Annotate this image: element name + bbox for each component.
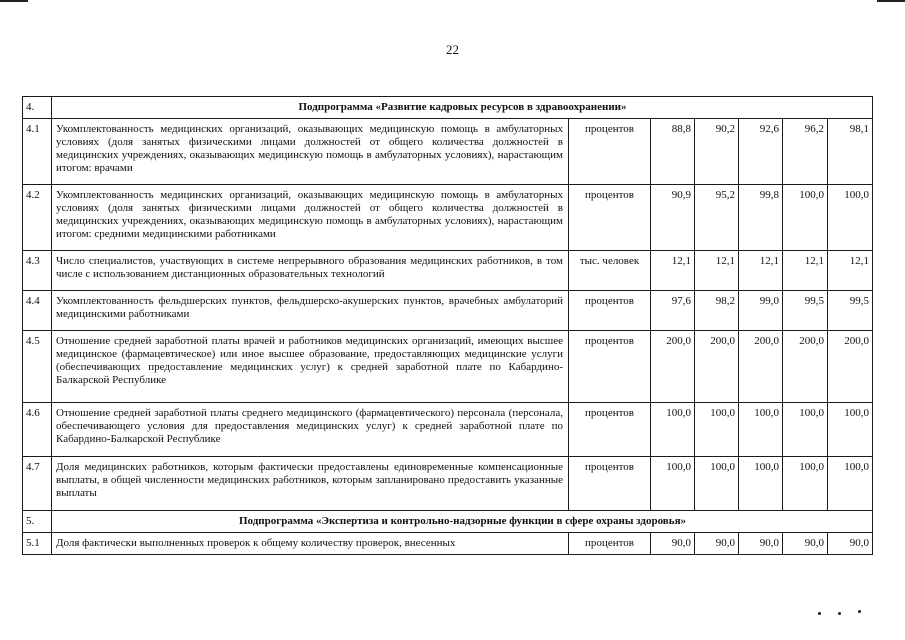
row-value: 100,0 xyxy=(651,457,695,511)
row-number: 5.1 xyxy=(23,533,52,555)
row-value: 100,0 xyxy=(783,403,828,457)
row-value: 90,0 xyxy=(695,533,739,555)
row-value: 90,0 xyxy=(828,533,873,555)
scan-dot xyxy=(858,610,861,613)
row-value: 96,2 xyxy=(783,119,828,185)
row-value: 12,1 xyxy=(739,251,783,291)
row-description: Отношение средней заработной платы врачей и работников медицинских организаций, имеющих высшее медицинское (фармацевтическое) или иное высшее образование, предоставляющих медицинские услуги (обеспечивающих предоставление медицинских услуг) к средней заработной плате по Кабардино-Балкарской Республике xyxy=(52,331,569,403)
indicators-table xyxy=(22,96,873,555)
row-number: 4.6 xyxy=(23,403,52,457)
table-row xyxy=(23,291,873,331)
section-title: Подпрограмма «Экспертиза и контрольно-надзорные функции в сфере охраны здоровья» xyxy=(52,511,873,533)
row-value: 88,8 xyxy=(651,119,695,185)
row-value: 100,0 xyxy=(783,457,828,511)
row-value: 99,5 xyxy=(828,291,873,331)
row-unit: тыс. человек xyxy=(569,251,651,291)
table-row xyxy=(23,457,873,511)
row-unit: процентов xyxy=(569,331,651,403)
row-number: 4.2 xyxy=(23,185,52,251)
row-value: 99,5 xyxy=(783,291,828,331)
row-unit: процентов xyxy=(569,533,651,555)
row-value: 12,1 xyxy=(695,251,739,291)
row-value: 90,0 xyxy=(739,533,783,555)
scan-mark-top-right xyxy=(877,0,905,2)
row-value: 12,1 xyxy=(828,251,873,291)
row-value: 100,0 xyxy=(651,403,695,457)
page-number: 22 xyxy=(446,42,459,57)
row-description: Укомплектованность медицинских организаций, оказывающих медицинскую помощь в амбулаторных условиях (доля занятых физическими лицами должностей от общего количества должностей в медицинских учреждениях, оказывающих медицинскую помощь в амбулаторных условиях), нарастающим итогом: врачами xyxy=(52,119,569,185)
section-title: Подпрограмма «Развитие кадровых ресурсов в здравоохранении» xyxy=(52,97,873,119)
scan-mark-top-left xyxy=(0,0,28,2)
row-value: 100,0 xyxy=(739,403,783,457)
row-number: 4.7 xyxy=(23,457,52,511)
table-row xyxy=(23,331,873,403)
row-description: Число специалистов, участвующих в системе непрерывного образования медицинских работников, в том числе с использованием дистанционных образовательных технологий xyxy=(52,251,569,291)
row-unit: процентов xyxy=(569,119,651,185)
row-value: 100,0 xyxy=(739,457,783,511)
section-number: 5. xyxy=(23,511,52,533)
row-unit: процентов xyxy=(569,185,651,251)
row-number: 4.5 xyxy=(23,331,52,403)
row-value: 100,0 xyxy=(783,185,828,251)
row-description: Укомплектованность фельдшерских пунктов, фельдшерско-акушерских пунктов, врачебных амбулаторий медицинскими работниками xyxy=(52,291,569,331)
row-description: Отношение средней заработной платы среднего медицинского (фармацевтического) персонала (персонала, обеспечивающего условия для предоставления медицинских услуг) к средней заработной плате по Кабардино-Балкарской Республике xyxy=(52,403,569,457)
table-row xyxy=(23,119,873,185)
row-description: Укомплектованность медицинских организаций, оказывающих медицинскую помощь в амбулаторных условиях (доля занятых физическими лицами должностей от общего количества должностей в медицинских учреждениях, оказывающих медицинскую помощь в амбулаторных условиях), нарастающим итогом: средними медицинскими работниками xyxy=(52,185,569,251)
row-unit: процентов xyxy=(569,457,651,511)
row-value: 200,0 xyxy=(651,331,695,403)
row-value: 95,2 xyxy=(695,185,739,251)
table-row xyxy=(23,403,873,457)
scan-dot xyxy=(838,612,841,615)
row-value: 90,9 xyxy=(651,185,695,251)
row-unit: процентов xyxy=(569,403,651,457)
row-number: 4.3 xyxy=(23,251,52,291)
table-row xyxy=(23,185,873,251)
row-value: 12,1 xyxy=(651,251,695,291)
table-row xyxy=(23,533,873,555)
row-value: 200,0 xyxy=(828,331,873,403)
row-value: 90,0 xyxy=(651,533,695,555)
row-number: 4.4 xyxy=(23,291,52,331)
row-value: 99,8 xyxy=(739,185,783,251)
row-number: 4.1 xyxy=(23,119,52,185)
section-header-row xyxy=(23,97,873,119)
row-value: 200,0 xyxy=(739,331,783,403)
row-value: 12,1 xyxy=(783,251,828,291)
row-value: 97,6 xyxy=(651,291,695,331)
row-description: Доля медицинских работников, которым фактически предоставлены единовременные компенсационные выплаты, в общей численности медицинских работников, которым запланировано предоставить указанные выплаты xyxy=(52,457,569,511)
row-value: 100,0 xyxy=(695,403,739,457)
row-value: 98,2 xyxy=(695,291,739,331)
row-description: Доля фактически выполненных проверок к общему количеству проверок, внесенных xyxy=(52,533,569,555)
row-value: 200,0 xyxy=(783,331,828,403)
row-value: 100,0 xyxy=(828,185,873,251)
row-value: 90,2 xyxy=(695,119,739,185)
row-value: 99,0 xyxy=(739,291,783,331)
scan-dot xyxy=(818,612,821,615)
row-value: 100,0 xyxy=(828,457,873,511)
row-value: 98,1 xyxy=(828,119,873,185)
table-row xyxy=(23,251,873,291)
row-value: 90,0 xyxy=(783,533,828,555)
row-value: 100,0 xyxy=(695,457,739,511)
row-unit: процентов xyxy=(569,291,651,331)
section-header-row xyxy=(23,511,873,533)
row-value: 200,0 xyxy=(695,331,739,403)
row-value: 92,6 xyxy=(739,119,783,185)
row-value: 100,0 xyxy=(828,403,873,457)
section-number: 4. xyxy=(23,97,52,119)
